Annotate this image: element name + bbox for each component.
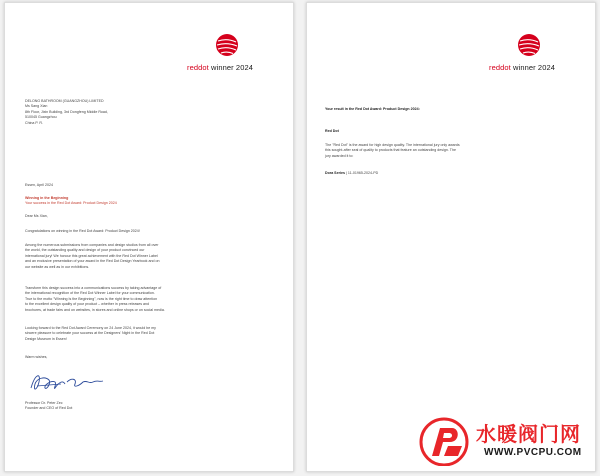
site-watermark [418,414,598,470]
paragraph-line: and an exclusive presentation of your award in the Red Dot Design Yearbook and on [25,259,160,264]
paragraph-line: Design Museum in Essen! [25,336,67,341]
result-product-series [325,171,378,176]
body-line: this sought-after seal of quality to products that feature an outstanding design. The [325,148,456,153]
paragraph-line: Transform this design success into a communications success by taking advantage of [25,286,162,290]
reddot-wordmark: reddot winner 2024 [489,63,556,72]
body-line: jury awarded it to: [325,153,354,158]
result-heading: Your result in the Red Dot Award: Product Design 2024: [325,107,420,111]
reddot-wordmark: reddot winner 2024 [187,63,254,72]
paragraph-line: brochures, at trade fairs and on websites, in stores and online shops or on social media. [25,307,165,312]
award-result-page [306,2,596,472]
letter-greeting: Dear Ms Xian, [25,214,48,218]
paragraph-line: international jury! We honour this great achievement with the Red Dot Winner Label [25,253,158,258]
paragraph-line: Looking forward to the Red Dot Award Ceremony on 24 June 2024, it would be my [25,326,156,330]
paragraph-line: Among the numerous submissions from companies and design studios from all over [25,243,159,247]
signer-name: Professor Dr. Peter Zec [25,401,63,405]
letter-date: Essen, April 2024 [25,183,53,187]
body-line: The "Red Dot" is the award for high design quality. The international jury only awards [325,143,460,147]
letter-signer [25,401,72,412]
paragraph-line: the world, the outstanding quality and design of your product convinced our [25,248,145,253]
letter-congrats: Congratulations on winning in the Red Dot Award: Product Design 2024! [25,229,140,233]
series-id: | 11-01965-2024-PD [344,171,379,175]
letter-paragraph-3 [25,326,156,342]
paragraph-line: sincere pleasure to celebrate your success at the Designers' Night in the Red Dot [25,331,155,336]
address-line: 510045 Guangzhou [25,115,57,120]
reddot-ball-icon [215,33,239,57]
reddot-logo [489,33,600,83]
watermark-logo-icon [418,416,472,466]
letter-paragraph-2 [25,286,165,313]
paragraph-line: the international recognition of the Red Dot Winner Label for your communication. [25,291,155,296]
series-name: Dora Series [325,171,345,175]
subject-line: Your success in the Red Dot Award: Product Design 2024 [25,201,117,206]
letter-subject [25,196,117,207]
handwritten-signature [27,368,107,398]
letter-closing: Warm wishes, [25,355,48,359]
letter-paragraph-1 [25,243,159,270]
address-line: DELONG BATHROOM (GUANGZHOU) LIMITED [25,99,104,103]
recipient-address [25,99,108,126]
address-line: 8th Floor, Jixin Building, 3rd Dongfeng Middle Road, [25,109,108,114]
watermark-chinese-text: 水暖阀门网 [476,424,581,446]
subject-title: Winning in the Beginning [25,196,69,200]
result-award-label: Red Dot [325,129,339,133]
award-letter-page [4,2,294,472]
paragraph-line: True to the motto "Winning Is the Beginning", now is the right time to draw attention [25,296,158,301]
reddot-ball-icon [517,33,541,57]
paragraph-line: our website as well as in our exhibitions. [25,264,90,269]
result-body [325,143,460,159]
signer-title: Founder and CEO of Red Dot [25,406,73,411]
address-line: China P. R. [25,120,43,125]
paragraph-line: to the excellent design quality of your product – whether in press releases and [25,302,150,307]
address-line: Ms Sang Xian [25,104,48,109]
watermark-url: WWW.PVCPU.COM [484,447,582,458]
reddot-logo [187,33,307,83]
